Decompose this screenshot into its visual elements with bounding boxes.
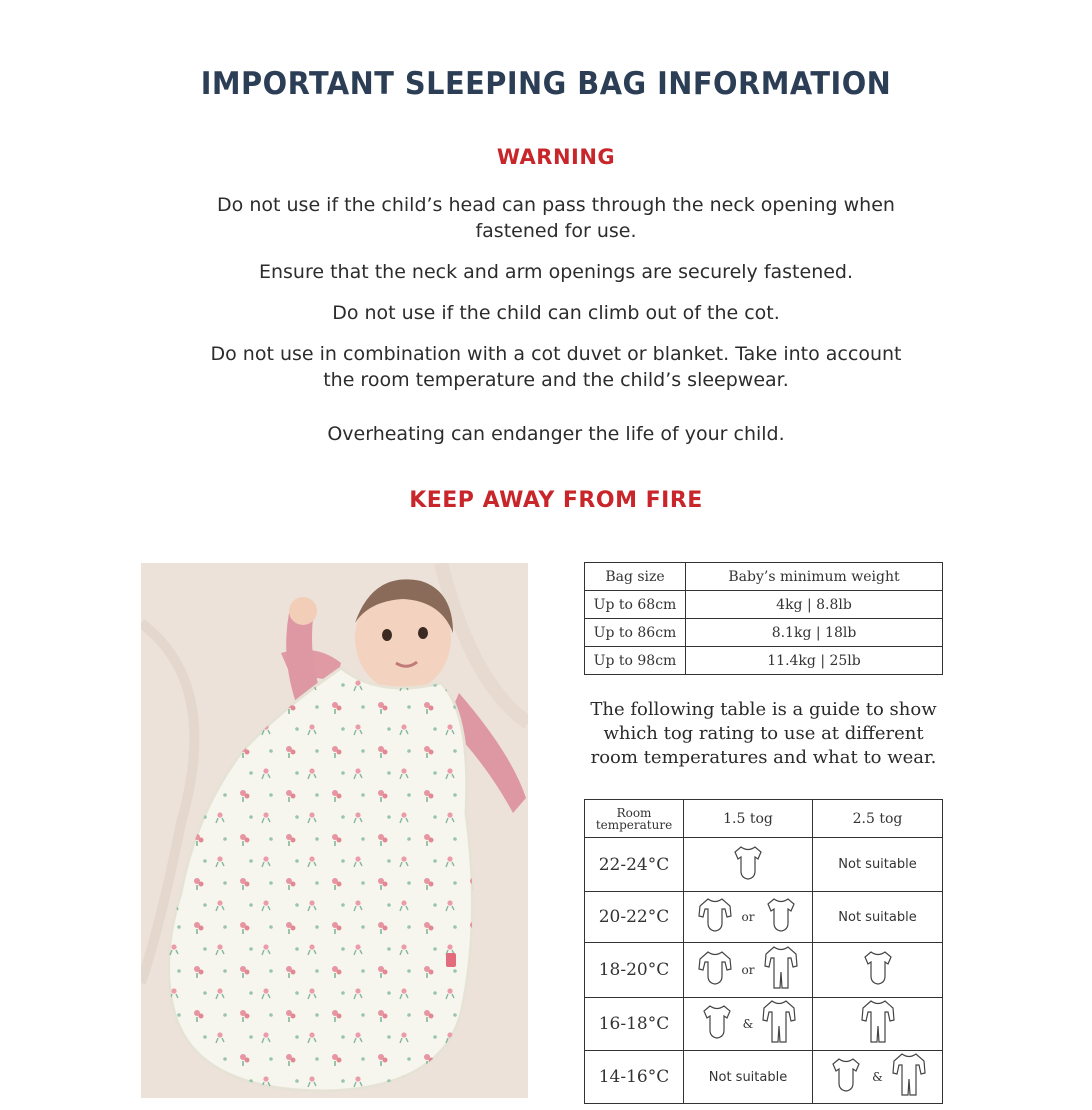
sleepsuit-icon — [764, 944, 798, 996]
table-row — [585, 943, 943, 998]
table-row — [585, 838, 943, 892]
guide-text: The following table is a guide to show which tog rating to use at different room temperatures and what to wear. — [590, 699, 937, 768]
temperature-cell: 20-22°C — [585, 892, 684, 943]
size-table-header — [585, 563, 943, 591]
tog15-cell — [684, 892, 813, 943]
sleepsuit-icon — [861, 998, 895, 1050]
table-row — [585, 998, 943, 1051]
tog15-cell: Not suitable — [684, 1051, 813, 1104]
sleepsuit-icon — [762, 998, 796, 1050]
table-row — [585, 591, 943, 619]
short-sleeve-bodysuit-icon — [861, 949, 895, 991]
tog25-cell — [813, 943, 943, 998]
warning-text-3: Do not use if the child can climb out of the cot. — [332, 302, 780, 324]
temperature-cell: 22-24°C — [585, 838, 684, 892]
table-row — [585, 1051, 943, 1104]
and-label: & — [742, 1017, 754, 1031]
tog-table — [584, 799, 943, 1104]
warning-text-4: Do not use in combination with a cot duvet or blanket. Take into account the room temperature and the child’s sleepwear. — [210, 343, 902, 391]
baby-illustration — [141, 563, 528, 1098]
header-room-temperature: Room temperature — [585, 800, 684, 838]
short-sleeve-bodysuit-icon — [764, 896, 798, 938]
table-row — [585, 647, 943, 675]
long-sleeve-bodysuit-icon — [698, 896, 732, 938]
baby-photo — [141, 563, 528, 1098]
or-label: or — [741, 963, 755, 977]
tog15-cell — [684, 943, 813, 998]
bag-size-cell: Up to 86cm — [585, 619, 686, 647]
size-table — [584, 562, 943, 675]
tog15-cell — [684, 838, 813, 892]
weight-cell: 8.1kg | 18lb — [686, 619, 943, 647]
weight-cell: 4kg | 8.8lb — [686, 591, 943, 619]
short-sleeve-bodysuit-icon — [731, 844, 765, 886]
long-sleeve-bodysuit-icon — [698, 949, 732, 991]
table-row — [585, 619, 943, 647]
short-sleeve-bodysuit-icon — [829, 1056, 863, 1098]
warning-text-5: Overheating can endanger the life of your child. — [327, 423, 785, 445]
page-title: IMPORTANT SLEEPING BAG INFORMATION — [200, 66, 892, 102]
temperature-cell: 18-20°C — [585, 943, 684, 998]
tog-table-header — [585, 800, 943, 838]
fire-heading: KEEP AWAY FROM FIRE — [409, 488, 703, 513]
tog25-cell — [813, 1051, 943, 1104]
tog25-cell: Not suitable — [813, 892, 943, 943]
and-label: & — [872, 1070, 883, 1084]
bag-size-cell: Up to 98cm — [585, 647, 686, 675]
temperature-cell: 14-16°C — [585, 1051, 684, 1104]
temperature-cell: 16-18°C — [585, 998, 684, 1051]
tog15-cell — [684, 998, 813, 1051]
tog25-cell: Not suitable — [813, 838, 943, 892]
warning-text-1: Do not use if the child’s head can pass through the neck opening when fastened for use. — [217, 194, 895, 242]
warning-heading: WARNING — [496, 145, 616, 169]
warning-text-2: Ensure that the neck and arm openings are securely fastened. — [258, 261, 854, 283]
header-25-tog: 2.5 tog — [813, 800, 943, 838]
weight-cell: 11.4kg | 25lb — [686, 647, 943, 675]
header-bag-size: Bag size — [585, 563, 686, 591]
sleepsuit-icon — [892, 1051, 926, 1103]
table-row — [585, 892, 943, 943]
header-15-tog: 1.5 tog — [684, 800, 813, 838]
or-label: or — [741, 910, 755, 924]
header-min-weight: Baby’s minimum weight — [686, 563, 943, 591]
tog25-cell — [813, 998, 943, 1051]
bag-size-cell: Up to 68cm — [585, 591, 686, 619]
short-sleeve-bodysuit-icon — [700, 1003, 734, 1045]
